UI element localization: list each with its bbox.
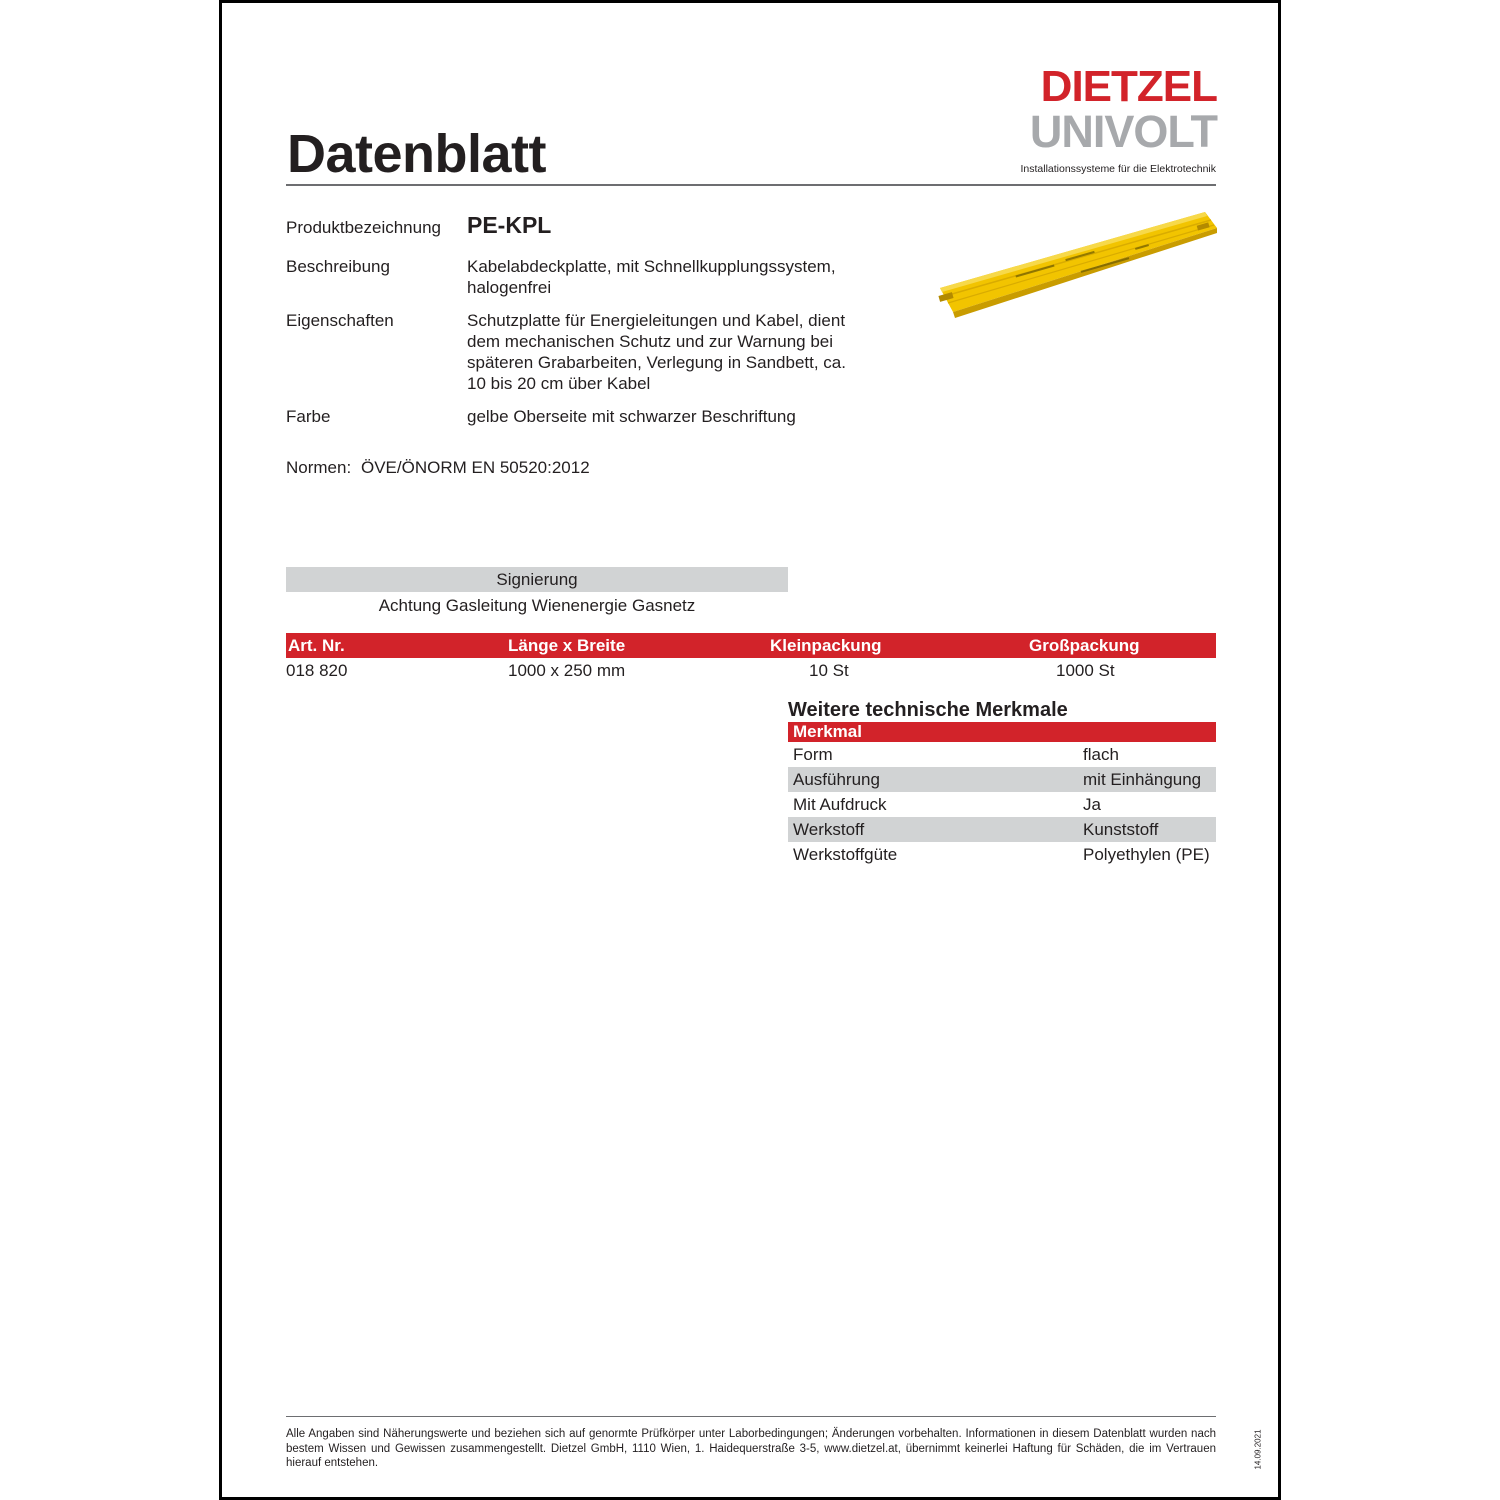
feature-value: flach xyxy=(1083,745,1119,764)
properties-line-3: späteren Grabarbeiten, Verlegung in Sandbett, ca. xyxy=(467,353,846,372)
yellow-cable-cover-plate-image xyxy=(935,200,1220,330)
small-pack-cell: 10 St xyxy=(809,661,849,680)
signierung-value: Achtung Gasleitung Wienenergie Gasnetz xyxy=(378,596,696,615)
tech-features-header xyxy=(788,722,1216,742)
color-value: gelbe Oberseite mit schwarzer Beschriftung xyxy=(467,407,796,426)
table-row xyxy=(788,767,1216,792)
col-large-pack: Großpackung xyxy=(1029,636,1140,655)
feature-key: Werkstoff xyxy=(793,820,865,839)
feature-value: mit Einhängung xyxy=(1083,770,1202,789)
properties-line-4: 10 bis 20 cm über Kabel xyxy=(467,374,651,393)
large-pack-cell: 1000 St xyxy=(1056,661,1115,680)
table-row xyxy=(286,658,1216,683)
table-row xyxy=(788,817,1216,842)
footer-divider xyxy=(286,1416,1216,1417)
col-small-pack: Kleinpackung xyxy=(770,636,882,655)
feature-value: Kunststoff xyxy=(1083,820,1159,839)
description-label: Beschreibung xyxy=(286,257,390,276)
tech-header-label: Merkmal xyxy=(793,722,862,741)
page-title: Datenblatt xyxy=(287,124,547,184)
article-table-header xyxy=(286,633,1216,658)
table-row xyxy=(788,842,1216,867)
logo-tagline: Installationssysteme für die Elektrotechnik xyxy=(1020,163,1216,175)
dimensions-cell: 1000 x 250 mm xyxy=(508,661,626,680)
feature-value: Polyethylen (PE) xyxy=(1083,845,1210,864)
tech-features-title: Weitere technische Merkmale xyxy=(788,699,1068,721)
feature-key: Werkstoffgüte xyxy=(793,845,898,864)
art-nr-cell: 018 820 xyxy=(286,661,348,680)
signierung-header: Signierung xyxy=(286,567,788,592)
title-divider xyxy=(286,184,1216,186)
table-row xyxy=(788,742,1216,767)
description-line-2: halogenfrei xyxy=(467,278,552,297)
col-dimensions: Länge x Breite xyxy=(508,636,626,655)
properties-label: Eigenschaften xyxy=(286,311,394,330)
feature-key: Ausführung xyxy=(793,770,880,789)
product-name-label: Produktbezeichnung xyxy=(286,218,442,237)
properties-line-2: dem mechanischen Schutz und zur Warnung bei xyxy=(467,332,834,351)
logo-dietzel: DIETZEL xyxy=(1040,62,1217,111)
table-row xyxy=(788,792,1216,817)
feature-value: Ja xyxy=(1083,795,1101,814)
feature-key: Form xyxy=(793,745,833,764)
description-line-1: Kabelabdeckplatte, mit Schnellkupplungssystem, xyxy=(467,257,836,276)
norms-label: Normen: xyxy=(286,458,352,477)
document-date: 14.09.2021 xyxy=(1253,1429,1263,1470)
col-art-nr: Art. Nr. xyxy=(288,636,345,655)
footer-disclaimer: Alle Angaben sind Näherungswerte und beziehen sich auf genormte Prüfkörper unter Laborbedingungen; Änderungen vorbehalten. Informationen in diesem Datenblatt wurden nach bestem Wissen und Gewissen zusammengestellt. Dietzel GmbH, 1110 Wien, 1. Haidequerstraße 3-5, www.dietzel.at, übernimmt keinerlei Haftung für Schäden, die im Vertrauen hierauf entstehen. xyxy=(286,1428,1216,1469)
product-name-value: PE-KPL xyxy=(467,212,552,238)
logo-univolt: UNIVOLT xyxy=(1029,106,1217,157)
properties-line-1: Schutzplatte für Energieleitungen und Kabel, dient xyxy=(467,311,846,330)
norms-value: ÖVE/ÖNORM EN 50520:2012 xyxy=(361,458,590,477)
color-label: Farbe xyxy=(286,407,331,426)
feature-key: Mit Aufdruck xyxy=(793,795,887,814)
